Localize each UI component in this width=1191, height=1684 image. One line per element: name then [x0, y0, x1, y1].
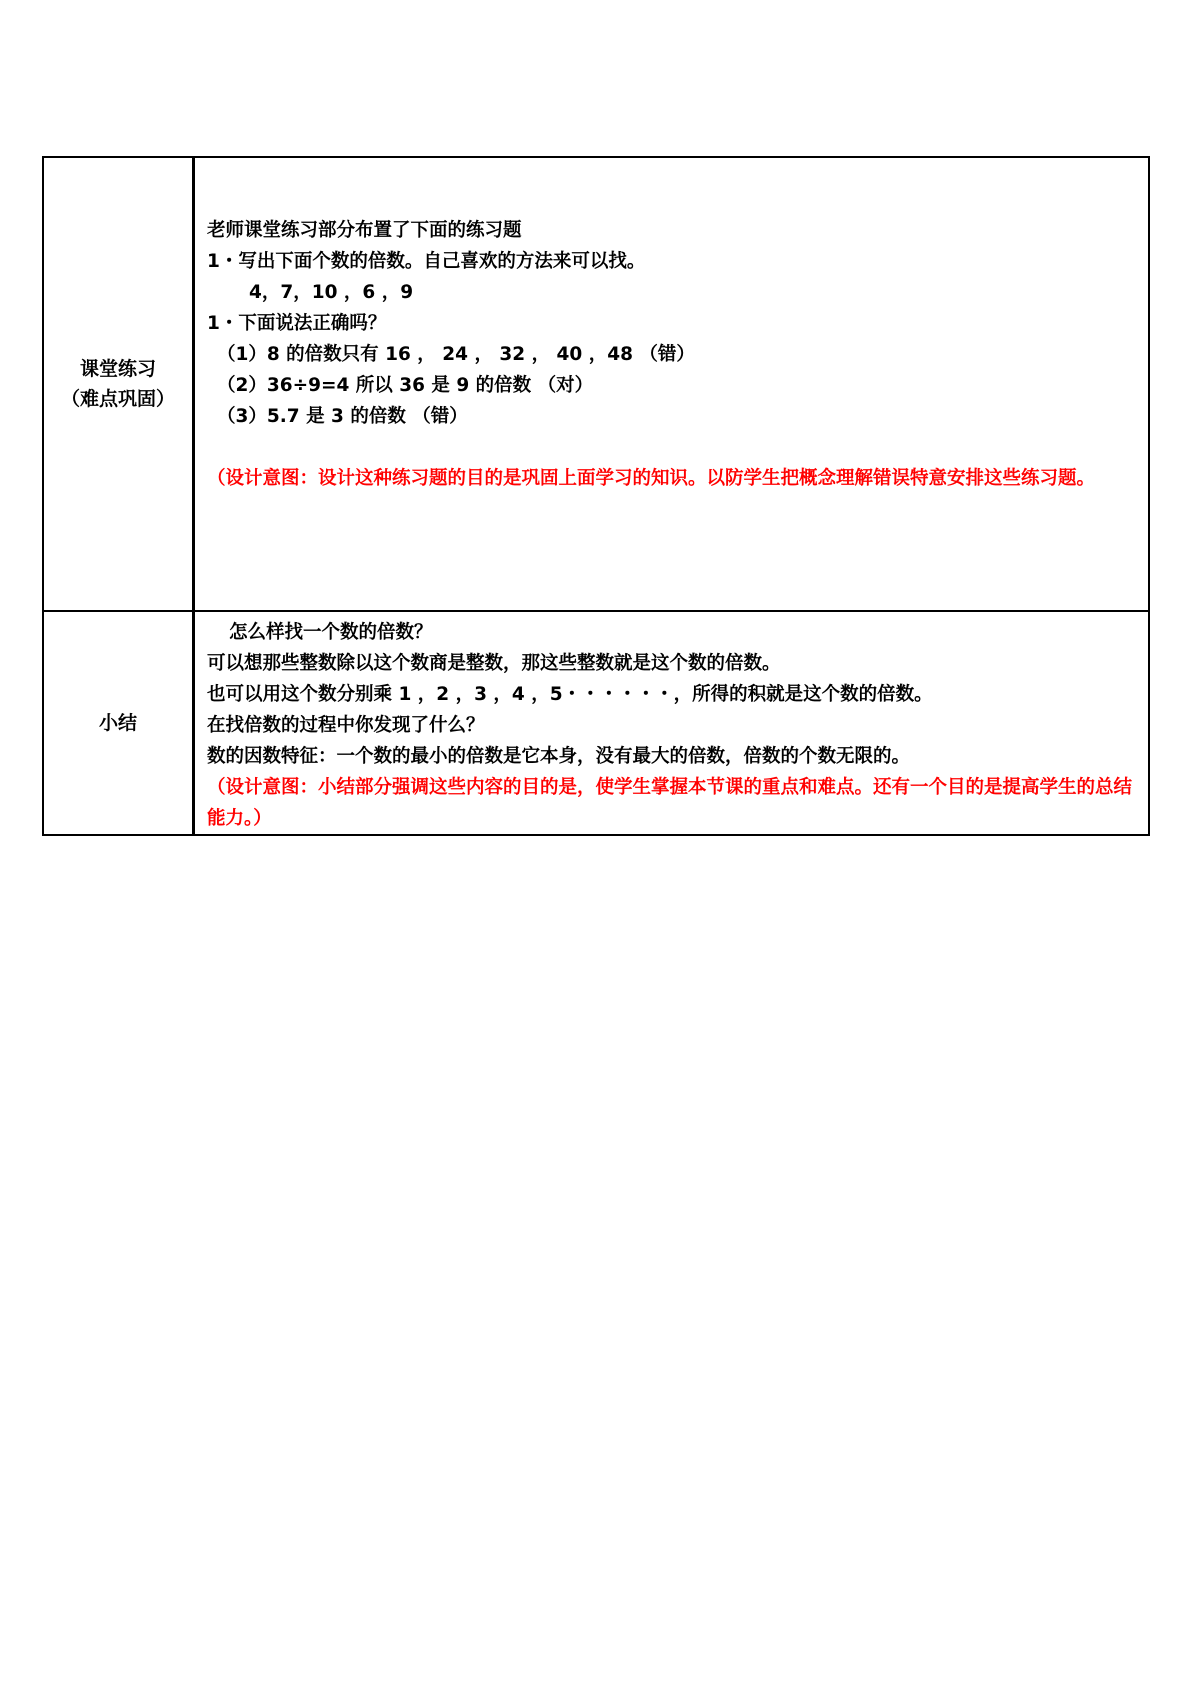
practice-label-cell: [43, 157, 194, 611]
question-1: 1・写出下面个数的倍数。自己喜欢的方法来可以找。: [207, 251, 646, 272]
statement-2: （2）36÷9=4 所以 36 是 9 的倍数 （对）: [217, 375, 594, 396]
practice-label: 课堂练习: [79, 358, 156, 380]
practice-content-cell: [194, 157, 1150, 611]
summary-label: 小结: [98, 712, 137, 734]
practice-sublabel: （难点巩固）: [60, 388, 175, 410]
summary-design-note: （设计意图：小结部分强调这些内容的目的是，使学生掌握本节课的重点和难点。还有一个目的是提高学生的总结能力。）: [207, 777, 1133, 829]
question-1-numbers: 4，7，10 ，6 ，9: [249, 282, 414, 303]
question-2: 1・下面说法正确吗？: [207, 313, 387, 334]
spacer: [207, 432, 1140, 463]
summary-label-cell: [43, 611, 194, 835]
summary-line-5: 数的因数特征：一个数的最小的倍数是它本身，没有最大的倍数，倍数的个数无限的。: [207, 746, 911, 767]
summary-content-cell: [194, 611, 1150, 835]
statement-1: （1）8 的倍数只有 16 ， 24 ， 32 ， 40 ，48 （错）: [217, 344, 695, 365]
lesson-plan-table: [42, 156, 1150, 836]
practice-row: [43, 157, 1149, 611]
summary-row: [43, 611, 1149, 835]
summary-line-3: 也可以用这个数分别乘 1 ，2 ，3 ，4 ，5・・・・・・，所得的积就是这个数的倍数。: [207, 684, 933, 705]
summary-line-2: 可以想那些整数除以这个数商是整数，那这些整数就是这个数的倍数。: [207, 653, 781, 674]
summary-line-1: 怎么样找一个数的倍数？: [229, 622, 433, 643]
practice-design-note: （设计意图：设计这种练习题的目的是巩固上面学习的知识。以防学生把概念理解错误特意安排这些练习题。: [207, 468, 1096, 489]
statement-3: （3）5.7 是 3 的倍数 （错）: [217, 406, 468, 427]
summary-line-4: 在找倍数的过程中你发现了什么？: [207, 715, 485, 736]
practice-intro: 老师课堂练习部分布置了下面的练习题: [207, 220, 522, 241]
